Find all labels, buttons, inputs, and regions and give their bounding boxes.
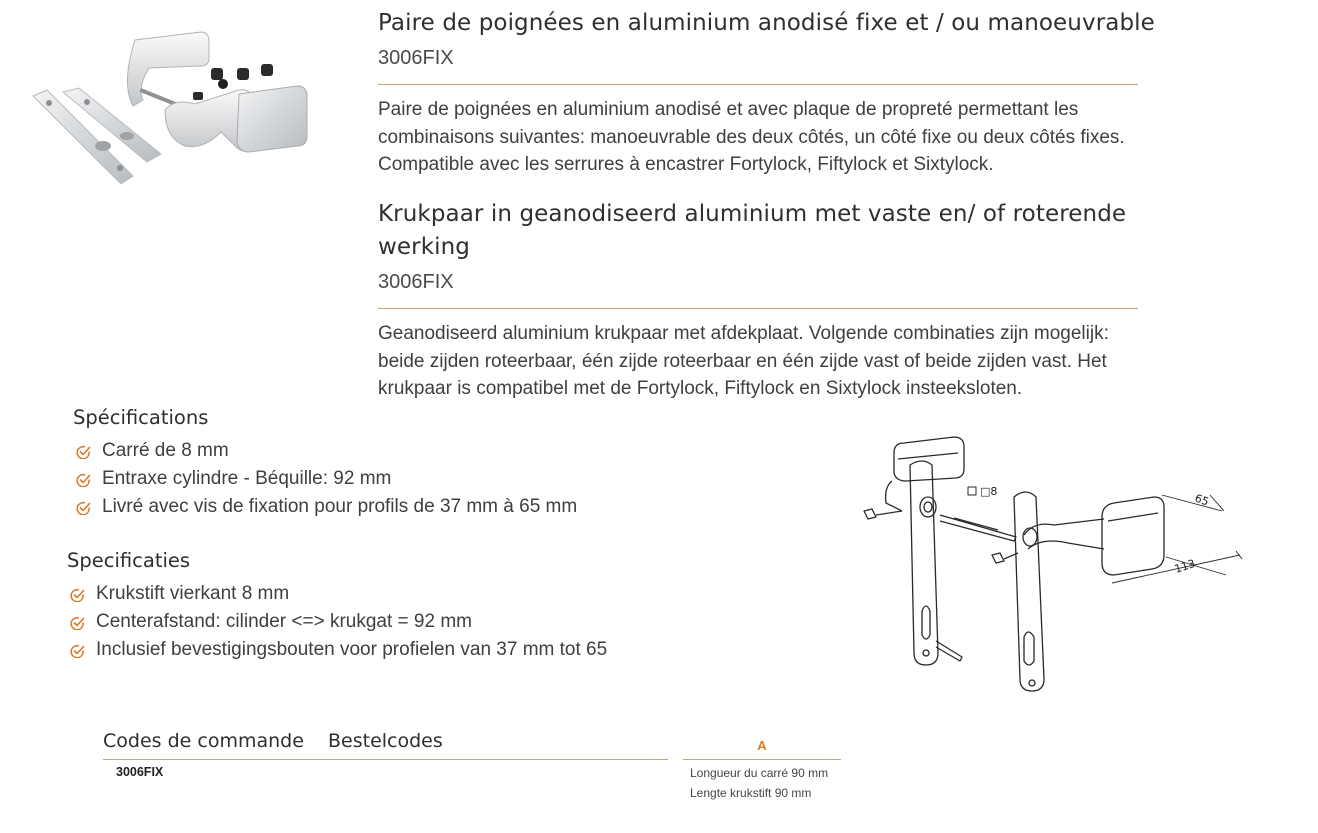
product-description-nl [378, 320, 1109, 403]
description-line: combinaisons suivantes: manoeuvrable des deux côtés, un côté fixe ou deux côtés fixes. [378, 126, 1125, 148]
description-line: Paire de poignées en aluminium anodisé et avec plaque de propreté permettant les [378, 99, 1079, 120]
description-line: Compatible avec les serrures à encastrer Fortylock, Fiftylock et Sixtylock. [378, 154, 994, 175]
specs-list-nl [70, 580, 607, 663]
product-description-fr [378, 96, 1125, 179]
specs-list-fr [76, 437, 577, 520]
order-column-header: A [757, 738, 767, 753]
spec-item [76, 493, 577, 521]
specs-heading-fr: Spécifications [73, 406, 209, 429]
spec-text: Inclusief bevestigingsbouten voor profielen van 37 mm tot 65 [96, 638, 608, 660]
order-column-divider [683, 759, 841, 760]
title-line: werking [378, 234, 471, 260]
product-title-fr: Paire de poignées en aluminium anodisé fixe et / ou manoeuvrable [378, 10, 1155, 36]
technical-drawing [858, 425, 1258, 700]
check-circle-icon [76, 501, 92, 515]
spec-item [70, 608, 607, 636]
spec-item [76, 437, 577, 465]
spec-item [76, 465, 577, 493]
product-photo [25, 28, 345, 198]
check-circle-icon [76, 445, 92, 459]
spec-text: Carré de 8 mm [102, 440, 229, 461]
check-circle-icon [76, 473, 92, 487]
product-code-fr: 3006FIX [378, 47, 454, 69]
check-circle-icon [70, 588, 86, 602]
order-row-code: 3006FIX [116, 765, 164, 779]
check-circle-icon [70, 644, 86, 658]
title-divider-nl [378, 308, 1138, 309]
title-divider-fr [378, 84, 1138, 85]
description-line: beide zijden roteerbaar, één zijde roteerbaar en één zijde vast of beide zijden vast. Het [378, 350, 1107, 372]
spec-item [70, 580, 607, 608]
order-heading-nl: Bestelcodes [328, 730, 443, 752]
product-title-nl [378, 198, 1126, 264]
spec-text: Entraxe cylindre - Béquille: 92 mm [102, 467, 392, 489]
spec-text: Krukstift vierkant 8 mm [96, 583, 290, 604]
spec-item [70, 636, 607, 664]
order-row-a-nl: Lengte krukstift 90 mm [690, 786, 812, 800]
drawing-width-label: 65 [1192, 491, 1211, 509]
product-code-nl: 3006FIX [378, 271, 454, 293]
description-line: krukpaar is compatibel met de Fortylock, Fiftylock en Sixtylock insteeksloten. [378, 378, 1023, 399]
specs-heading-nl: Specificaties [67, 549, 191, 572]
description-line: Geanodiseerd aluminium krukpaar met afdekplaat. Volgende combinaties zijn mogelijk: [378, 323, 1109, 344]
drawing-square-label: □8 [980, 485, 998, 498]
drawing-length-label: 113 [1172, 557, 1197, 576]
check-circle-icon [70, 616, 86, 630]
title-line: Krukpaar in geanodiseerd aluminium met vaste en/ of roterende [378, 201, 1127, 227]
order-row-a-fr: Longueur du carré 90 mm [690, 766, 829, 780]
spec-text: Livré avec vis de fixation pour profils de 37 mm à 65 mm [102, 495, 578, 517]
spec-text: Centerafstand: cilinder <=> krukgat = 92 mm [96, 610, 472, 632]
order-heading-fr: Codes de commande [103, 730, 304, 752]
order-divider [103, 759, 668, 760]
